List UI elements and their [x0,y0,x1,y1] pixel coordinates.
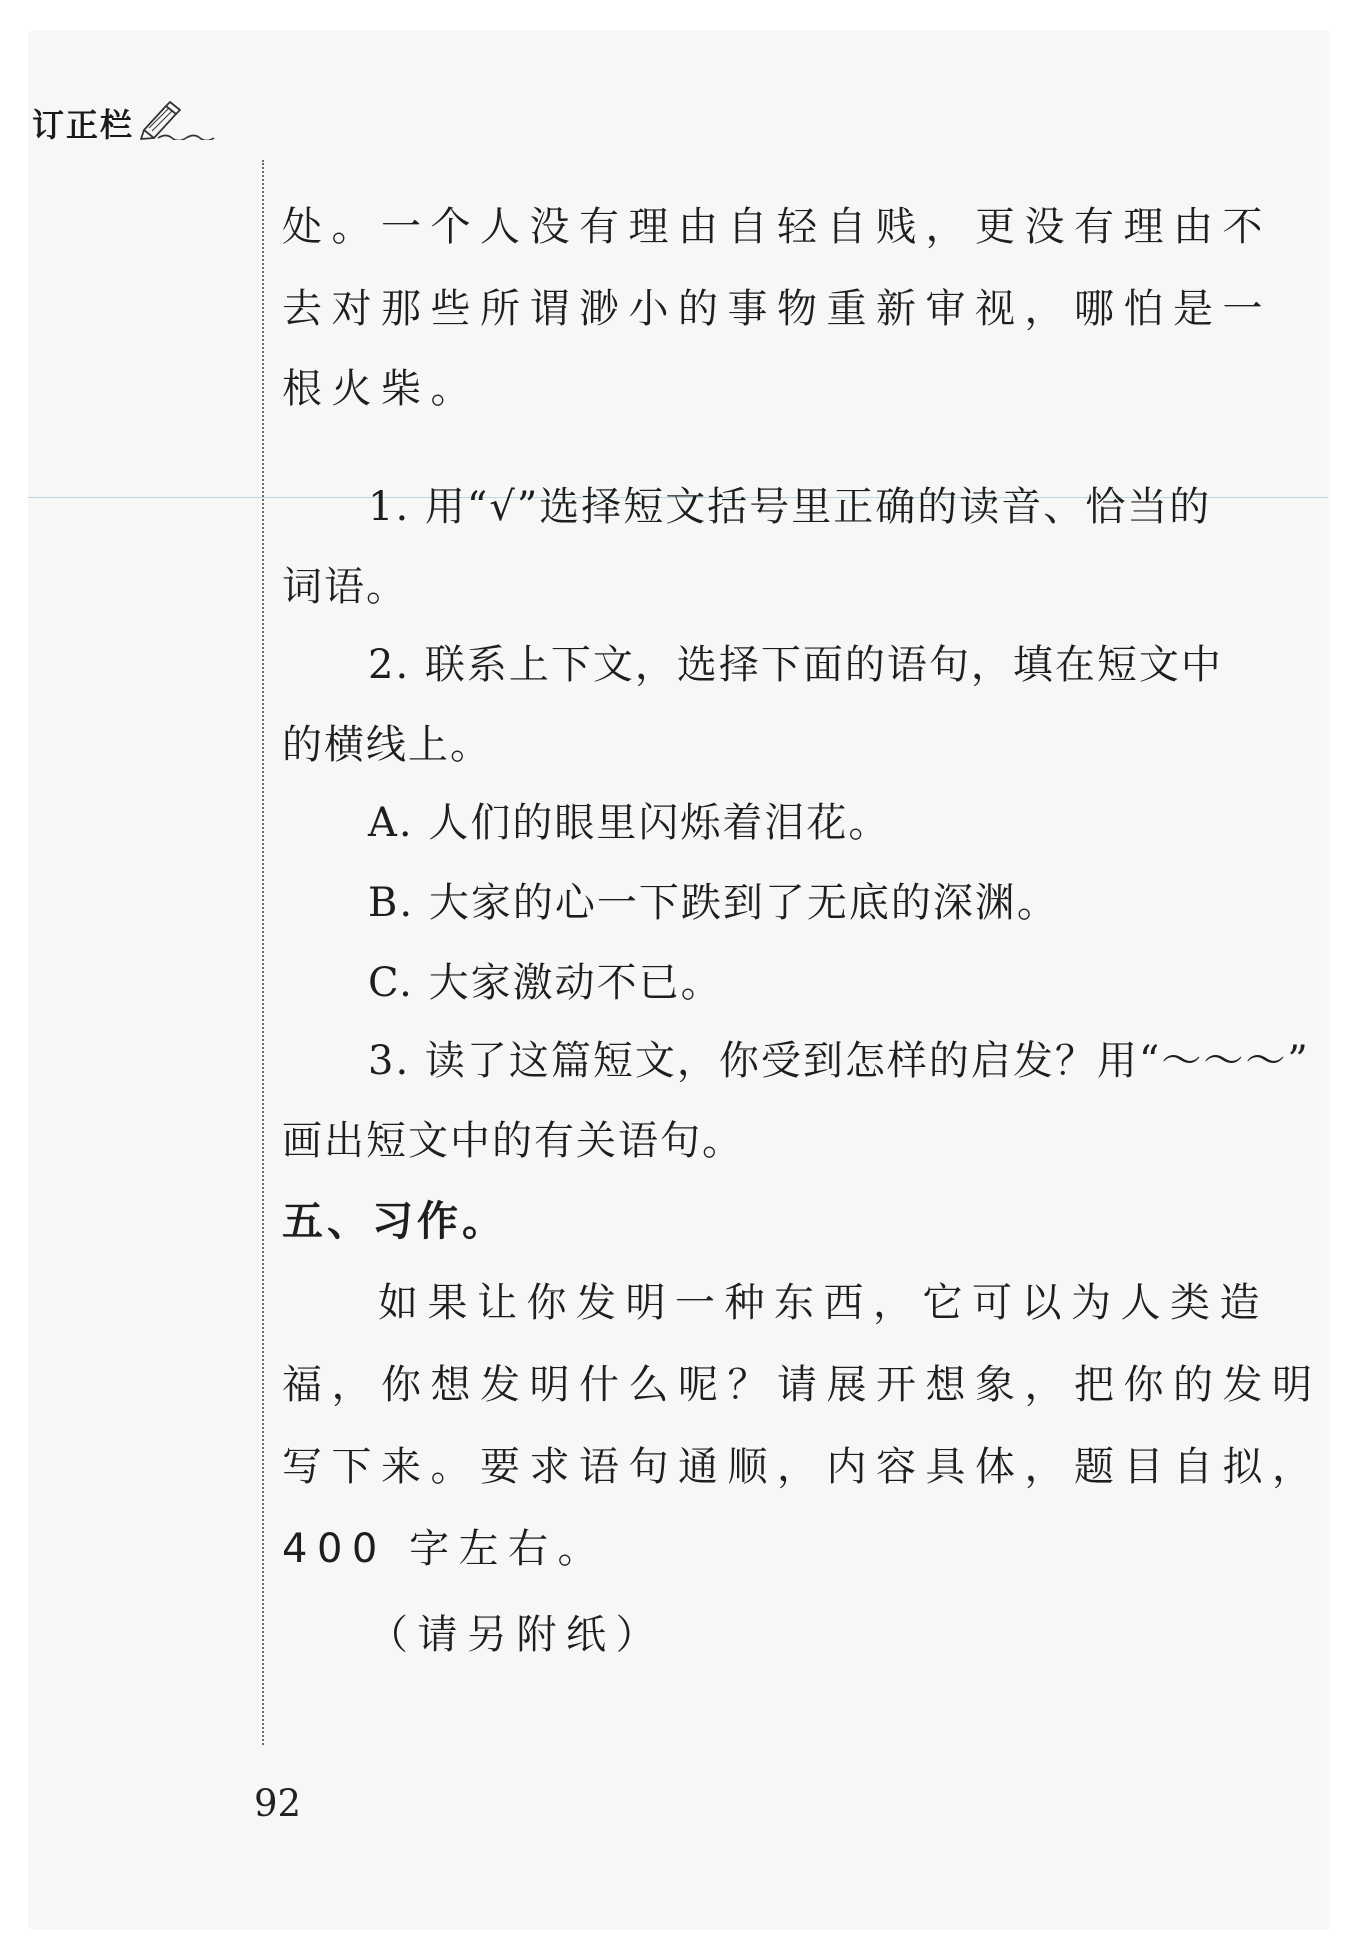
page-number: 92 [254,1782,302,1825]
option-c: C. 大家激动不已。 [368,960,723,1006]
option-b: B. 大家的心一下跌到了无底的深渊。 [368,880,1059,926]
correction-column-title: 订正栏 [32,106,135,144]
pencil-icon [136,100,216,144]
margin-divider [262,160,264,1745]
question-3-line-2: 画出短文中的有关语句。 [282,1118,744,1164]
question-2-line-2: 的横线上。 [282,722,492,768]
question-1-line-2: 词语。 [282,564,408,610]
passage-line-2: 去对那些所谓渺小的事物重新审视，哪怕是一 [282,286,1272,332]
composition-line-3: 写下来。要求语句通顺，内容具体，题目自拟， [282,1444,1322,1490]
passage-line-1: 处。一个人没有理由自轻自贱，更没有理由不 [282,204,1272,250]
question-2-line-1: 2. 联系上下文，选择下面的语句，填在短文中 [368,642,1223,688]
question-1-line-1: 1. 用“√”选择短文括号里正确的读音、恰当的 [368,484,1212,530]
composition-line-4: 400 字左右。 [282,1526,608,1572]
question-3-line-1: 3. 读了这篇短文，你受到怎样的启发？用“～～～” [368,1038,1310,1084]
attach-paper-note: （请另附纸） [368,1612,665,1658]
composition-line-2: 福，你想发明什么呢？请展开想象，把你的发明 [282,1362,1322,1408]
option-a: A. 人们的眼里闪烁着泪花。 [368,800,891,846]
correction-column-header [32,100,216,146]
section-5-heading: 五、习作。 [282,1197,507,1245]
composition-line-1: 如果让你发明一种东西，它可以为人类造 [378,1280,1269,1326]
passage-line-3: 根火柴。 [282,366,480,412]
